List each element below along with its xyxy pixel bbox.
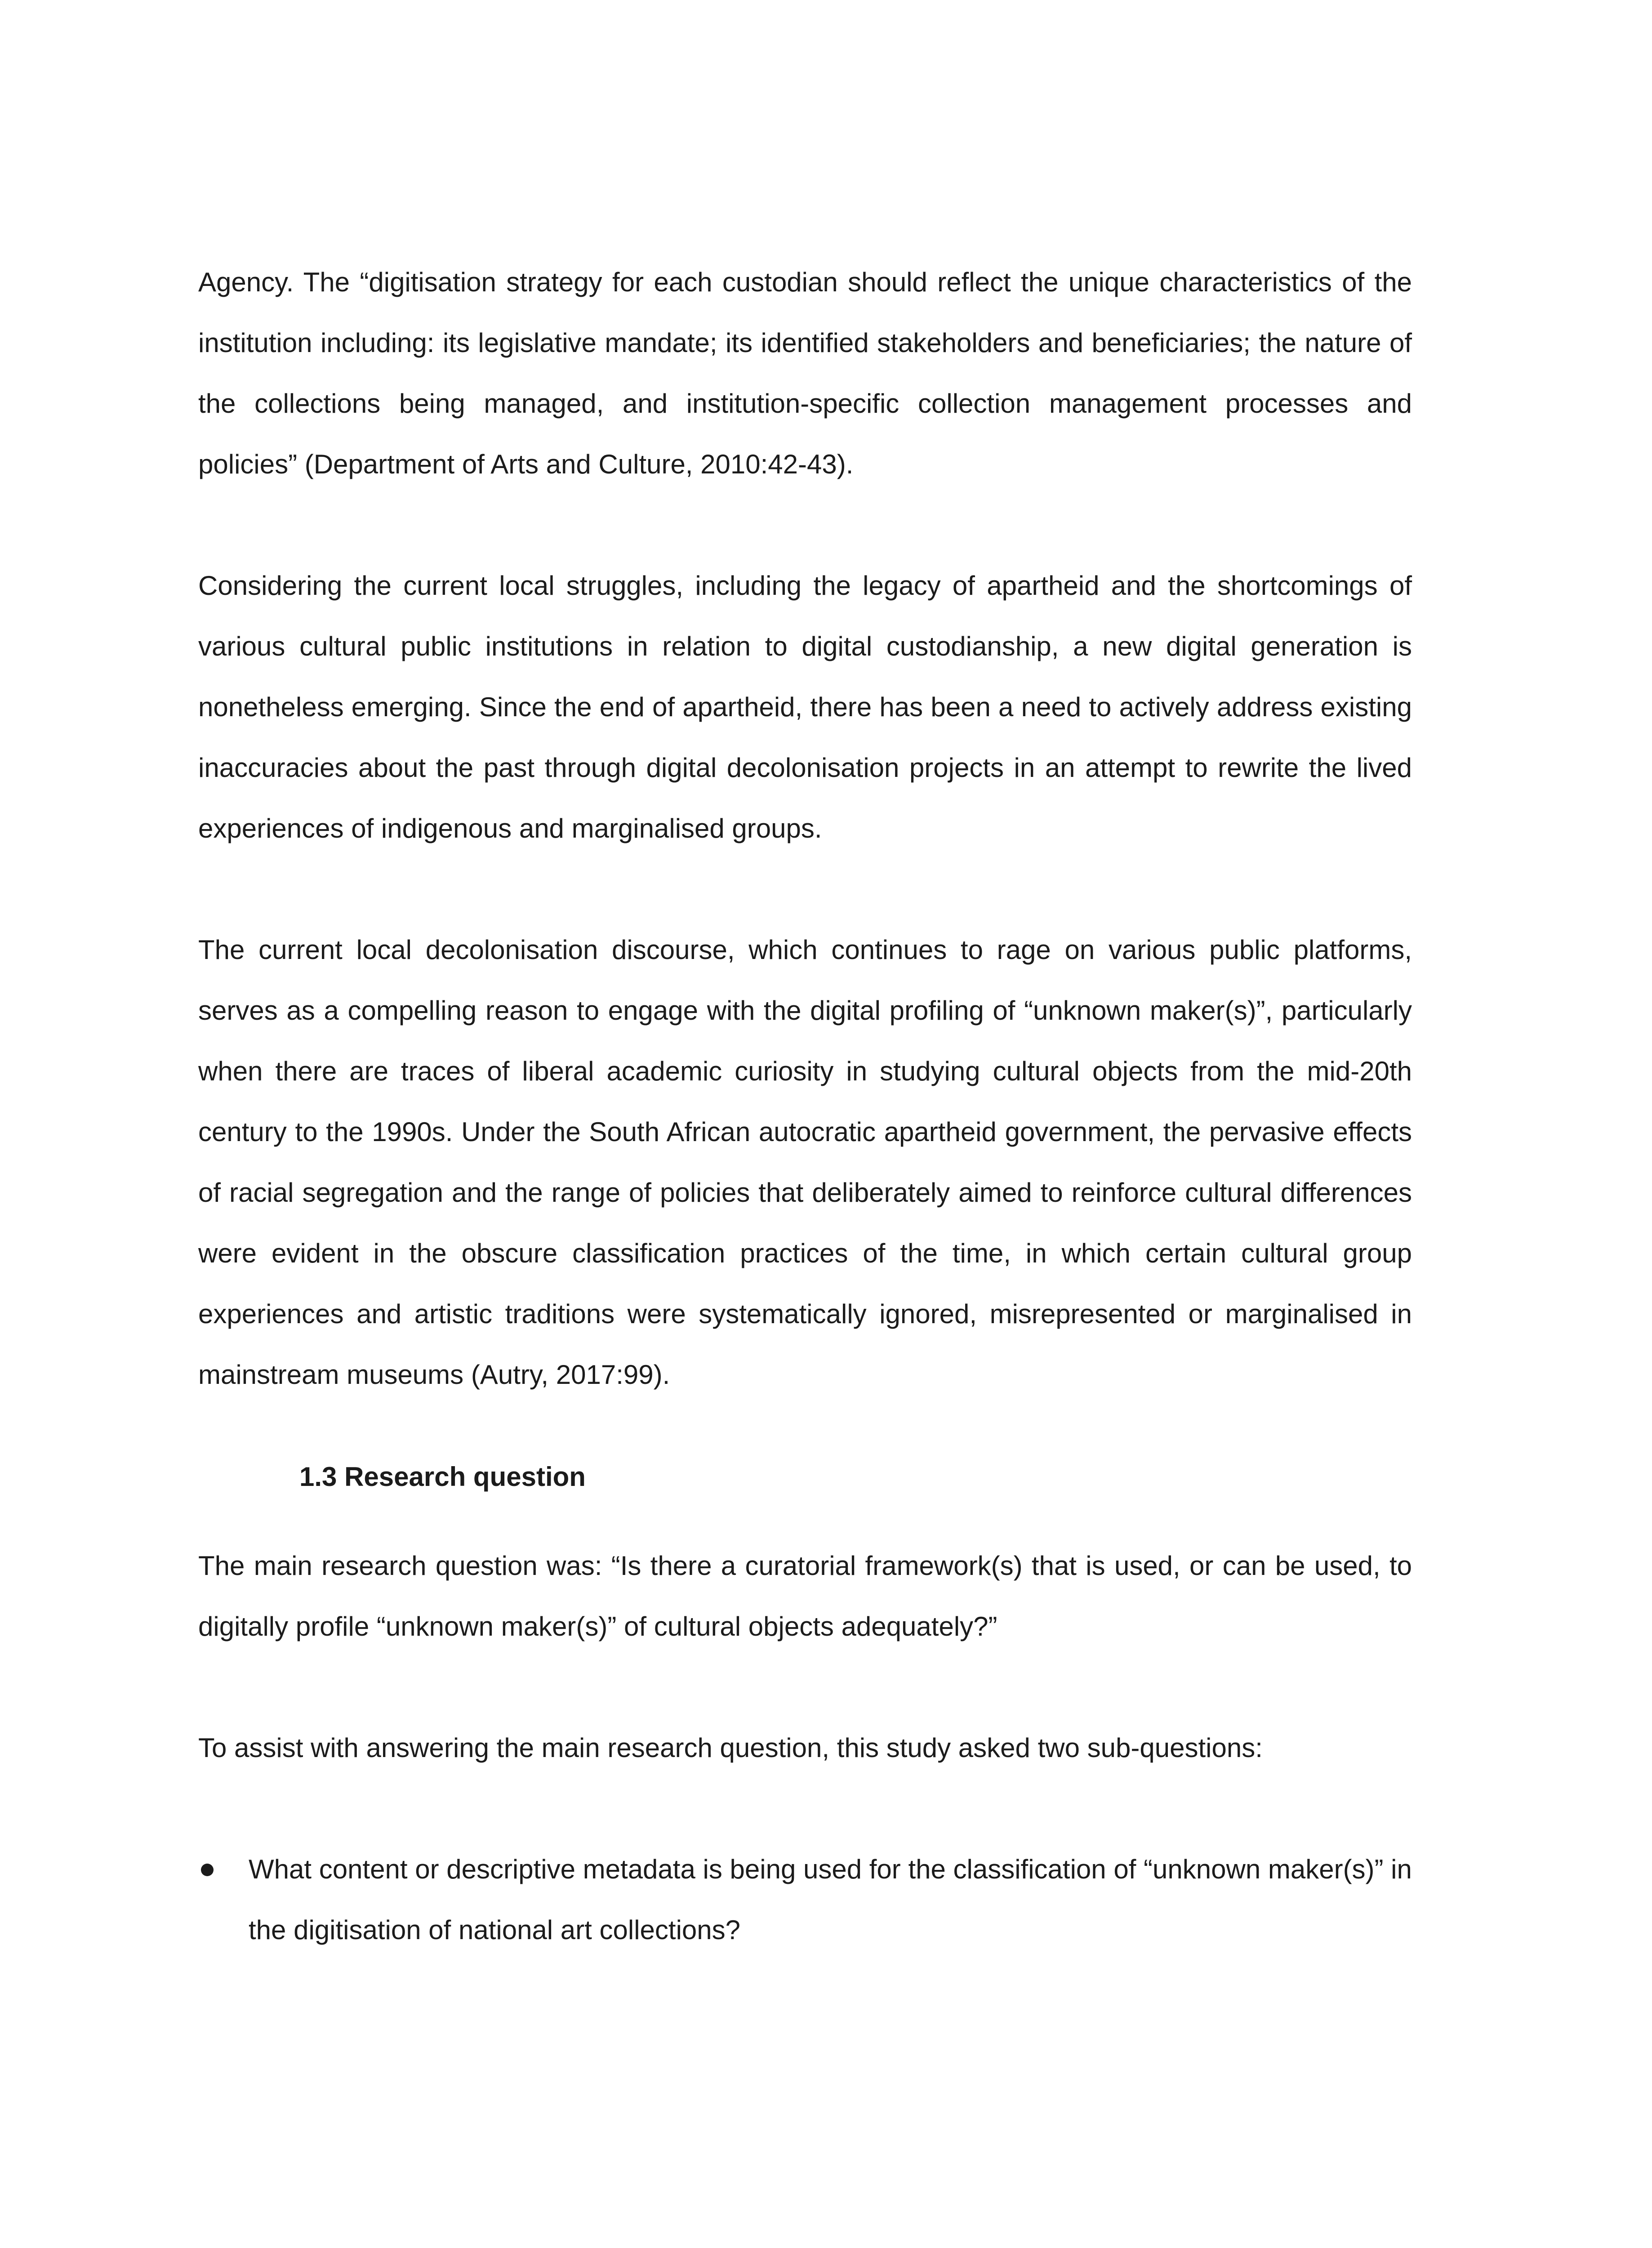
paragraph-digitisation-strategy: Agency. The “digitisation strategy for each custodian should reflect the unique characteristics of the institution including: its legislative mandate; its identified stakeholders and beneficiaries; the nature of the collections being managed, and institution-specific collection management processes and policies” (Department of Arts and Culture, 2010:42-43). [198, 267, 1412, 479]
paragraph-main-research-question: The main research question was: “Is there a curatorial framework(s) that is used, or can be used, to digitally profile “unknown maker(s)” of cultural objects adequately?” [198, 1551, 1412, 1641]
bullet-icon [201, 1864, 214, 1876]
paragraph-sub-questions-intro: To assist with answering the main research question, this study asked two sub-questions: [198, 1733, 1263, 1763]
sub-questions-list [198, 1839, 1412, 1960]
paragraph-decolonisation-discourse: The current local decolonisation discourse, which continues to rage on various public platforms, serves as a compelling reason to engage with the digital profiling of “unknown maker(s)”, particularly when there are traces of liberal academic curiosity in studying cultural objects from the mid-20th century to the 1990s. Under the South African autocratic apartheid government, the pervasive effects of racial segregation and the range of policies that deliberately aimed to reinforce cultural differences were evident in the obscure classification practices of the time, in which certain cultural group experiences and artistic traditions were systematically ignored, misrepresented or marginalised in mainstream museums (Autry, 2017:99). [198, 935, 1412, 1390]
list-item-text: What content or descriptive metadata is being used for the classification of “unknown maker(s)” in the digitisation of national art collections? [249, 1854, 1412, 1945]
paragraph-local-struggles: Considering the current local struggles, including the legacy of apartheid and the shortcomings of various cultural public institutions in relation to digital custodianship, a new digital generation is nonetheless emerging. Since the end of apartheid, there has been a need to actively address existing inaccuracies about the past through digital decolonisation projects in an attempt to rewrite the lived experiences of indigenous and marginalised groups. [198, 571, 1412, 843]
list-item [198, 1839, 1412, 1960]
page-body [198, 252, 1412, 1960]
section-heading-research-question: 1.3 Research question [299, 1462, 586, 1492]
